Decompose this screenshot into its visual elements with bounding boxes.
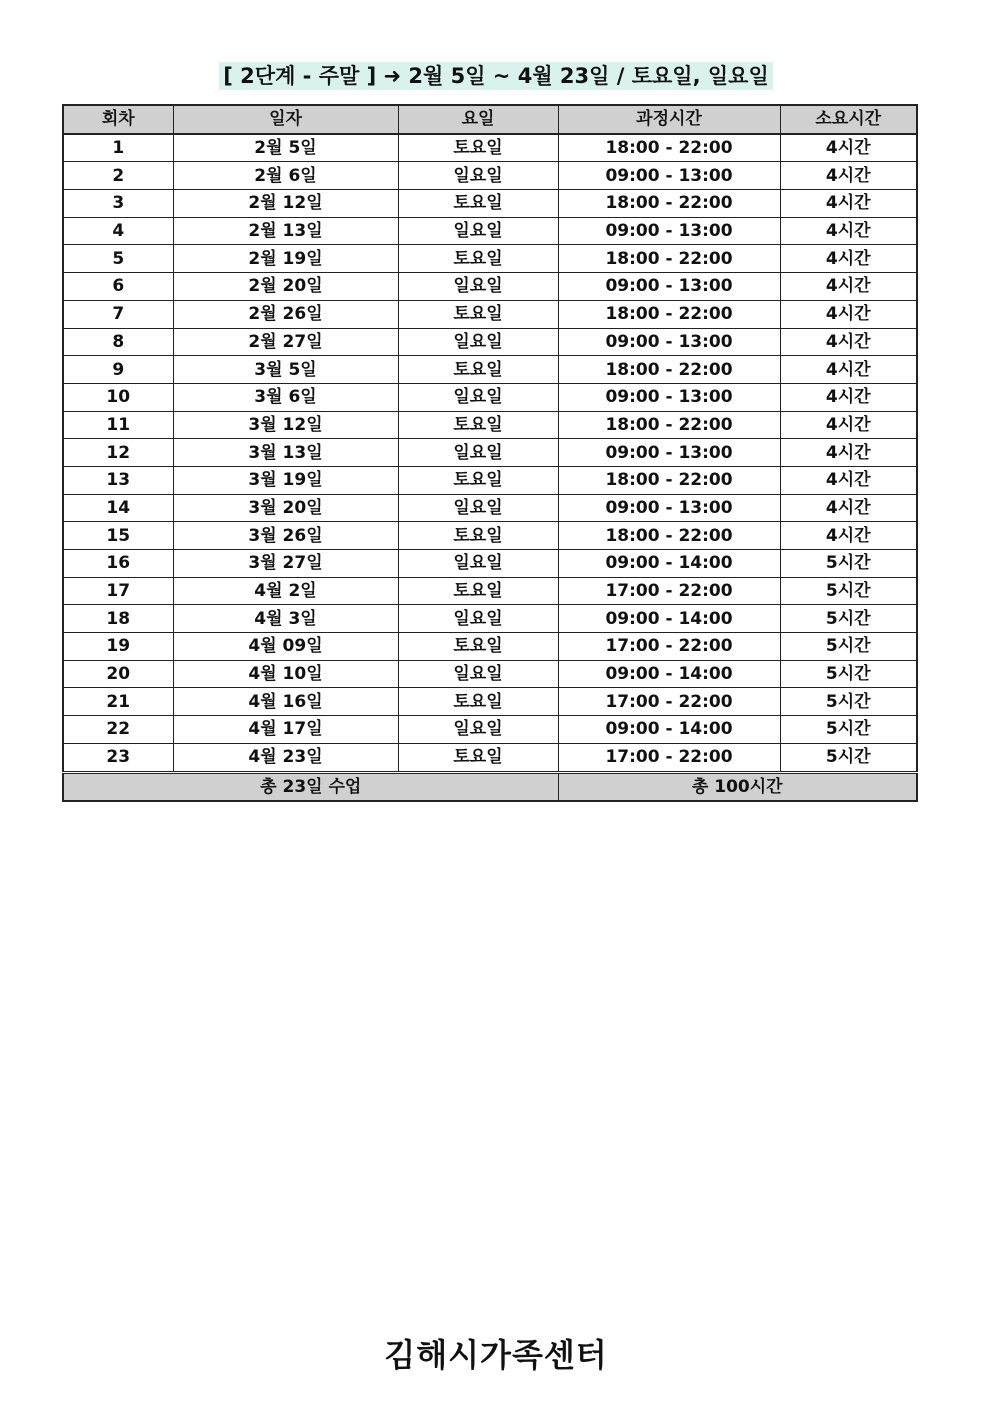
cell-date: 3월 5일 <box>173 356 398 384</box>
cell-course-time: 18:00 - 22:00 <box>558 356 780 384</box>
page-title-text: [ 2단계 - 주말 ] ➜ 2월 5일 ~ 4월 23일 / 토요일, 일요일 <box>219 62 772 90</box>
cell-course-time: 18:00 - 22:00 <box>558 190 780 218</box>
cell-date: 4월 23일 <box>173 743 398 772</box>
cell-weekday: 일요일 <box>398 273 558 301</box>
cell-course-time: 18:00 - 22:00 <box>558 466 780 494</box>
cell-weekday: 일요일 <box>398 605 558 633</box>
cell-duration: 5시간 <box>780 688 917 716</box>
cell-round: 12 <box>63 439 173 467</box>
cell-date: 2월 27일 <box>173 328 398 356</box>
cell-course-time: 18:00 - 22:00 <box>558 245 780 273</box>
cell-date: 3월 26일 <box>173 522 398 550</box>
header-round: 회차 <box>63 105 173 134</box>
cell-round: 10 <box>63 383 173 411</box>
cell-round: 4 <box>63 217 173 245</box>
table-row <box>63 162 917 190</box>
cell-weekday: 토요일 <box>398 300 558 328</box>
table-header-row <box>63 105 917 134</box>
cell-course-time: 17:00 - 22:00 <box>558 577 780 605</box>
cell-round: 9 <box>63 356 173 384</box>
cell-weekday: 일요일 <box>398 716 558 744</box>
cell-duration: 4시간 <box>780 356 917 384</box>
cell-round: 3 <box>63 190 173 218</box>
total-days: 총 23일 수업 <box>63 772 558 801</box>
cell-round: 21 <box>63 688 173 716</box>
cell-course-time: 18:00 - 22:00 <box>558 134 780 162</box>
organization-name: 김해시가족센터 <box>384 1336 608 1374</box>
table-row <box>63 743 917 772</box>
cell-date: 3월 27일 <box>173 550 398 578</box>
cell-round: 11 <box>63 411 173 439</box>
cell-weekday: 일요일 <box>398 550 558 578</box>
table-row <box>63 217 917 245</box>
cell-round: 16 <box>63 550 173 578</box>
cell-date: 4월 3일 <box>173 605 398 633</box>
cell-round: 1 <box>63 134 173 162</box>
cell-weekday: 일요일 <box>398 217 558 245</box>
cell-date: 2월 12일 <box>173 190 398 218</box>
cell-course-time: 09:00 - 13:00 <box>558 273 780 301</box>
cell-round: 23 <box>63 743 173 772</box>
cell-duration: 4시간 <box>780 466 917 494</box>
cell-course-time: 17:00 - 22:00 <box>558 743 780 772</box>
table-row <box>63 134 917 162</box>
cell-date: 3월 20일 <box>173 494 398 522</box>
cell-date: 3월 13일 <box>173 439 398 467</box>
cell-duration: 5시간 <box>780 660 917 688</box>
cell-course-time: 18:00 - 22:00 <box>558 411 780 439</box>
cell-duration: 4시간 <box>780 494 917 522</box>
cell-course-time: 09:00 - 14:00 <box>558 605 780 633</box>
cell-round: 2 <box>63 162 173 190</box>
header-date: 일자 <box>173 105 398 134</box>
table-row <box>63 550 917 578</box>
table-row <box>63 466 917 494</box>
cell-course-time: 09:00 - 13:00 <box>558 439 780 467</box>
cell-date: 4월 2일 <box>173 577 398 605</box>
cell-date: 2월 6일 <box>173 162 398 190</box>
table-row <box>63 328 917 356</box>
cell-duration: 4시간 <box>780 383 917 411</box>
cell-date: 2월 5일 <box>173 134 398 162</box>
cell-weekday: 일요일 <box>398 439 558 467</box>
table-row <box>63 383 917 411</box>
cell-course-time: 09:00 - 13:00 <box>558 383 780 411</box>
cell-round: 6 <box>63 273 173 301</box>
cell-course-time: 09:00 - 13:00 <box>558 217 780 245</box>
cell-weekday: 토요일 <box>398 577 558 605</box>
cell-round: 18 <box>63 605 173 633</box>
cell-round: 20 <box>63 660 173 688</box>
cell-weekday: 토요일 <box>398 688 558 716</box>
cell-duration: 4시간 <box>780 134 917 162</box>
cell-round: 8 <box>63 328 173 356</box>
cell-duration: 5시간 <box>780 577 917 605</box>
cell-duration: 5시간 <box>780 550 917 578</box>
cell-date: 2월 26일 <box>173 300 398 328</box>
cell-weekday: 일요일 <box>398 660 558 688</box>
cell-date: 2월 20일 <box>173 273 398 301</box>
table-row <box>63 688 917 716</box>
table-row <box>63 245 917 273</box>
schedule-table <box>62 104 918 802</box>
cell-round: 22 <box>63 716 173 744</box>
cell-round: 13 <box>63 466 173 494</box>
cell-date: 3월 19일 <box>173 466 398 494</box>
header-duration: 소요시간 <box>780 105 917 134</box>
cell-date: 2월 13일 <box>173 217 398 245</box>
cell-date: 3월 6일 <box>173 383 398 411</box>
table-body <box>63 134 917 772</box>
cell-duration: 4시간 <box>780 411 917 439</box>
table-row <box>63 411 917 439</box>
cell-course-time: 09:00 - 14:00 <box>558 660 780 688</box>
cell-weekday: 토요일 <box>398 466 558 494</box>
cell-weekday: 토요일 <box>398 522 558 550</box>
cell-course-time: 09:00 - 13:00 <box>558 328 780 356</box>
table-row <box>63 439 917 467</box>
cell-weekday: 일요일 <box>398 328 558 356</box>
header-weekday: 요일 <box>398 105 558 134</box>
table-row <box>63 190 917 218</box>
cell-course-time: 18:00 - 22:00 <box>558 300 780 328</box>
table-row <box>63 660 917 688</box>
cell-weekday: 토요일 <box>398 134 558 162</box>
cell-duration: 4시간 <box>780 245 917 273</box>
cell-duration: 5시간 <box>780 605 917 633</box>
table-row <box>63 605 917 633</box>
cell-date: 4월 09일 <box>173 633 398 661</box>
table-row <box>63 494 917 522</box>
cell-duration: 4시간 <box>780 328 917 356</box>
cell-course-time: 09:00 - 13:00 <box>558 494 780 522</box>
table-row <box>63 716 917 744</box>
cell-date: 2월 19일 <box>173 245 398 273</box>
cell-date: 4월 10일 <box>173 660 398 688</box>
table-row <box>63 300 917 328</box>
cell-duration: 4시간 <box>780 522 917 550</box>
cell-duration: 4시간 <box>780 162 917 190</box>
cell-duration: 4시간 <box>780 439 917 467</box>
cell-weekday: 일요일 <box>398 162 558 190</box>
cell-course-time: 09:00 - 13:00 <box>558 162 780 190</box>
cell-course-time: 09:00 - 14:00 <box>558 550 780 578</box>
table-total-row <box>63 772 917 801</box>
cell-date: 4월 16일 <box>173 688 398 716</box>
cell-duration: 4시간 <box>780 273 917 301</box>
total-hours: 총 100시간 <box>558 772 917 801</box>
cell-course-time: 17:00 - 22:00 <box>558 688 780 716</box>
cell-course-time: 17:00 - 22:00 <box>558 633 780 661</box>
cell-duration: 5시간 <box>780 716 917 744</box>
cell-duration: 4시간 <box>780 217 917 245</box>
cell-weekday: 일요일 <box>398 494 558 522</box>
table-row <box>63 522 917 550</box>
cell-weekday: 토요일 <box>398 190 558 218</box>
header-course-time: 과정시간 <box>558 105 780 134</box>
table-row <box>63 633 917 661</box>
cell-duration: 4시간 <box>780 190 917 218</box>
cell-weekday: 일요일 <box>398 383 558 411</box>
cell-round: 14 <box>63 494 173 522</box>
cell-duration: 5시간 <box>780 633 917 661</box>
cell-round: 7 <box>63 300 173 328</box>
cell-date: 4월 17일 <box>173 716 398 744</box>
table-row <box>63 273 917 301</box>
cell-weekday: 토요일 <box>398 743 558 772</box>
cell-date: 3월 12일 <box>173 411 398 439</box>
table-row <box>63 577 917 605</box>
cell-course-time: 18:00 - 22:00 <box>558 522 780 550</box>
cell-weekday: 토요일 <box>398 245 558 273</box>
cell-round: 15 <box>63 522 173 550</box>
cell-course-time: 09:00 - 14:00 <box>558 716 780 744</box>
page-title <box>0 60 992 90</box>
cell-round: 17 <box>63 577 173 605</box>
cell-weekday: 토요일 <box>398 356 558 384</box>
cell-round: 19 <box>63 633 173 661</box>
cell-weekday: 토요일 <box>398 633 558 661</box>
cell-weekday: 토요일 <box>398 411 558 439</box>
cell-round: 5 <box>63 245 173 273</box>
table-row <box>63 356 917 384</box>
cell-duration: 4시간 <box>780 300 917 328</box>
cell-duration: 5시간 <box>780 743 917 772</box>
